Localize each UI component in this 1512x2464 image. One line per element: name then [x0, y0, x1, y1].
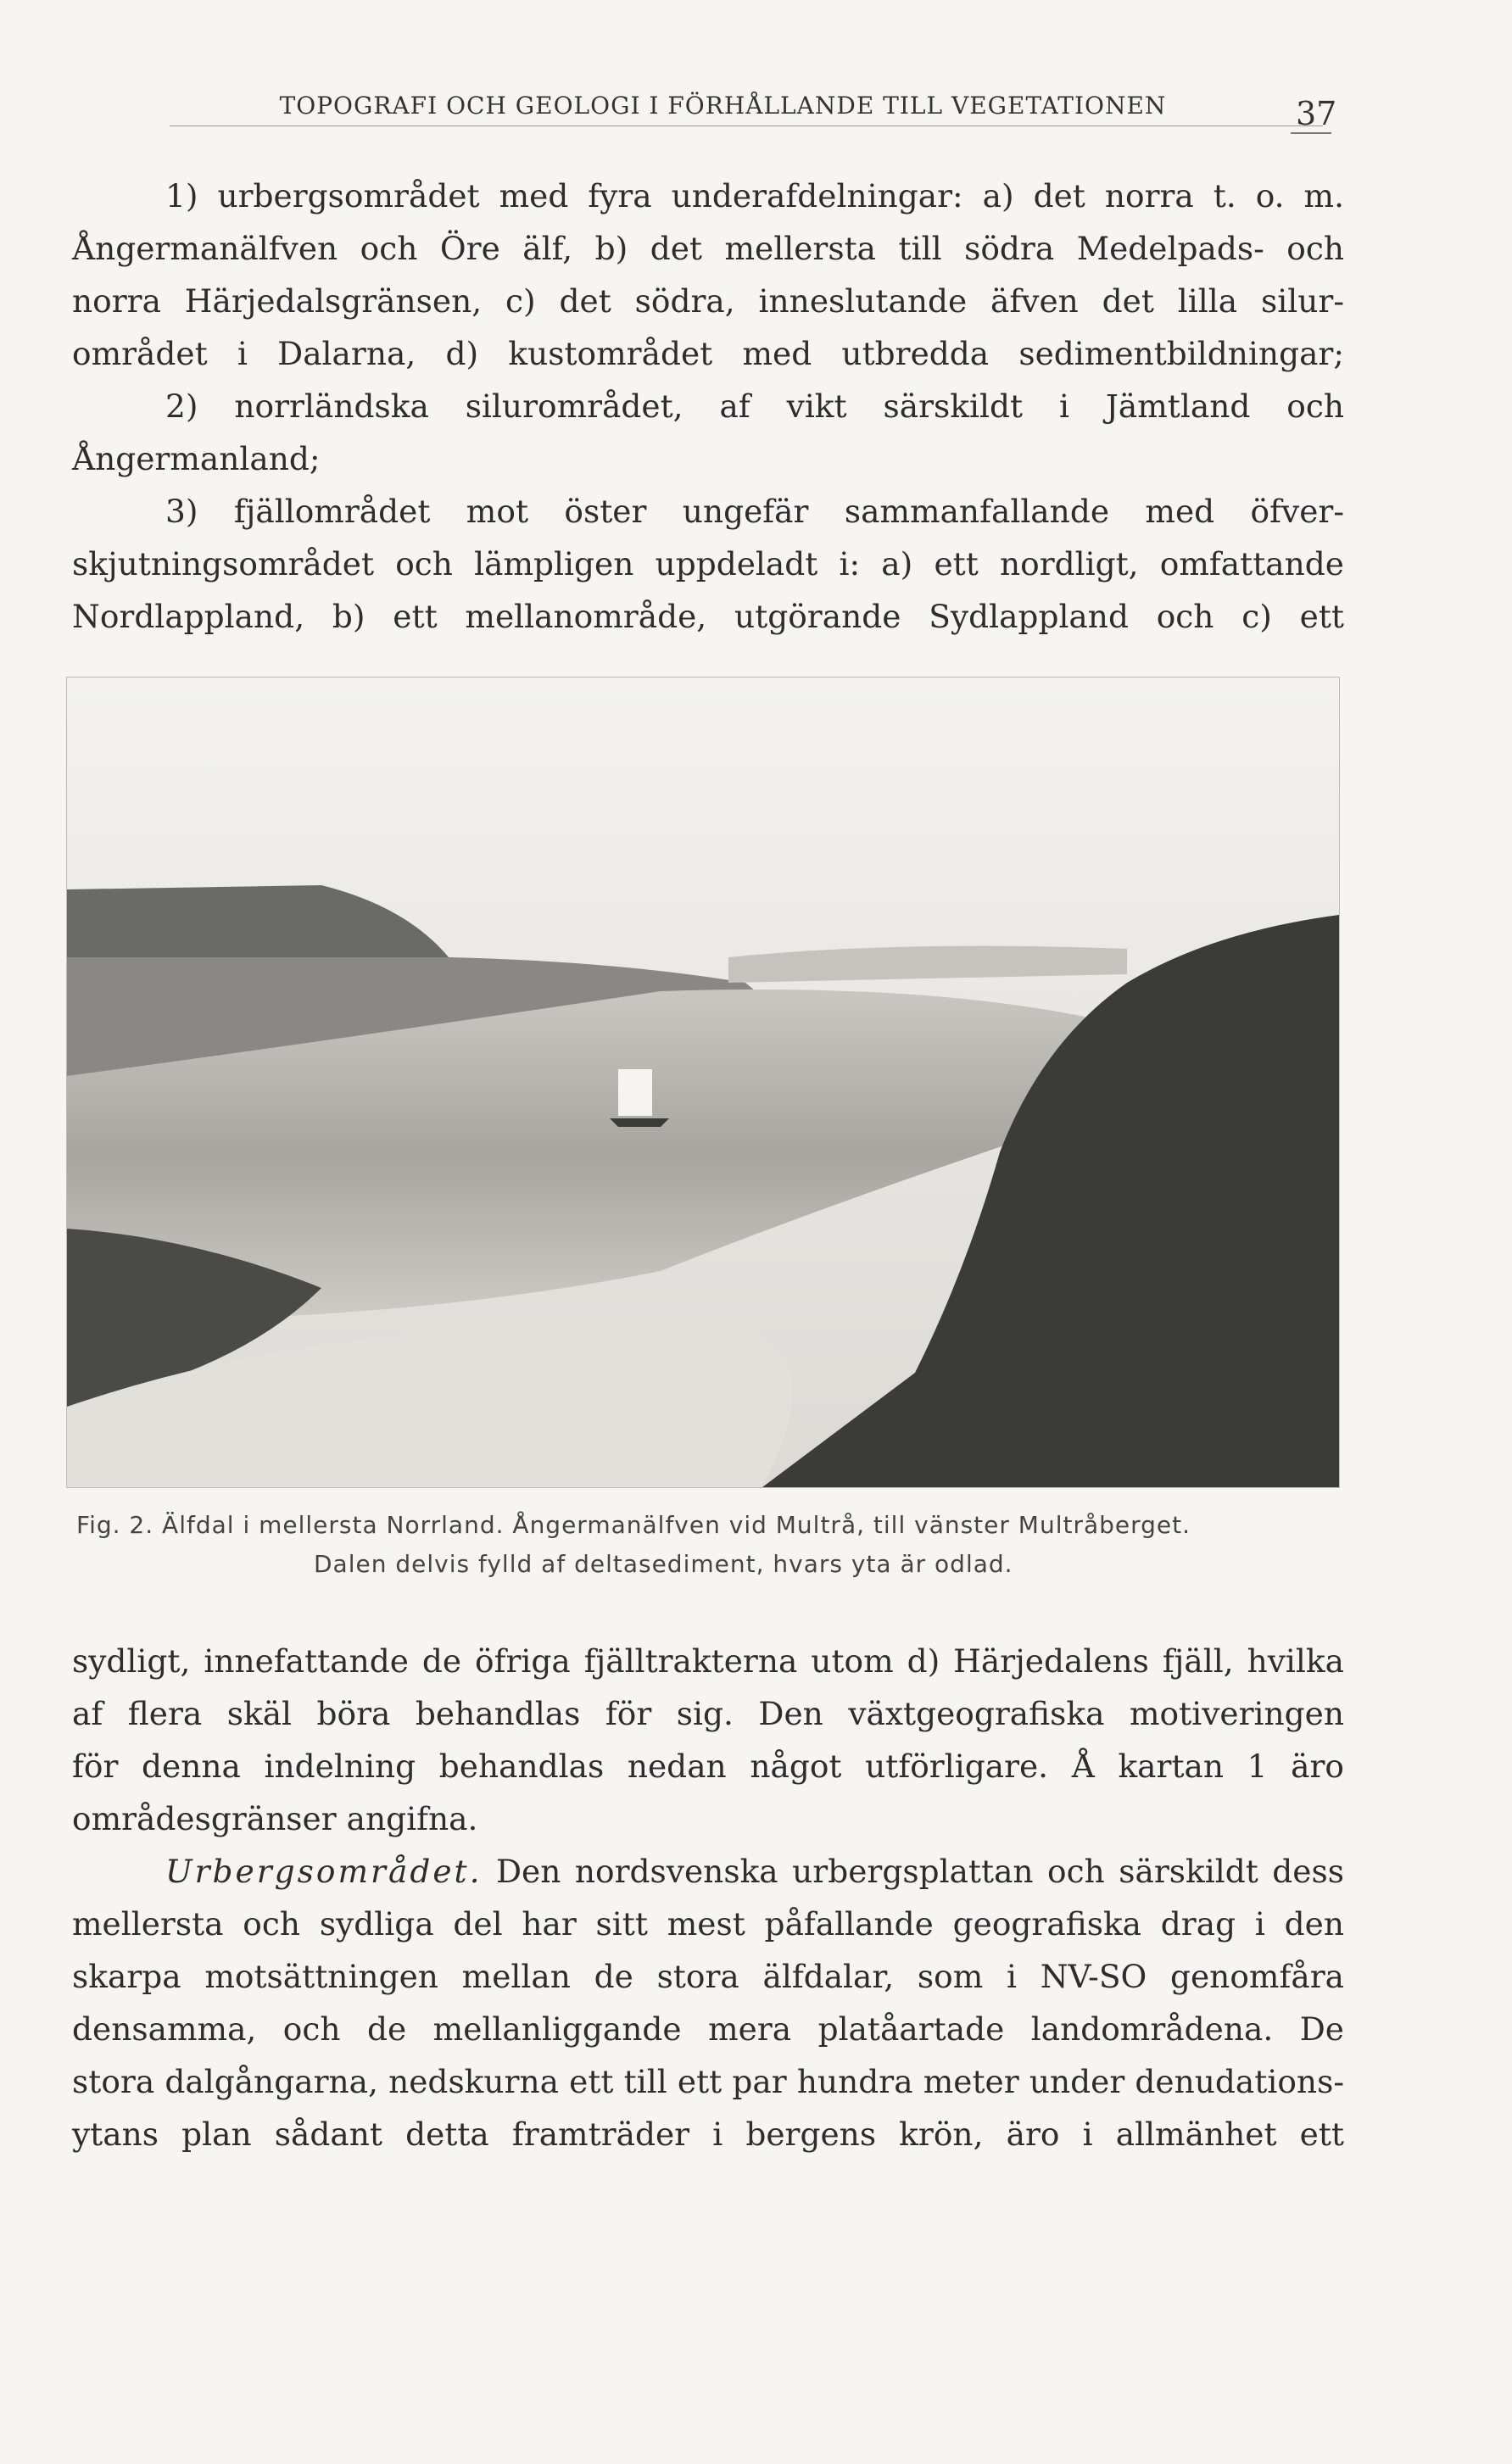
text-line: 1) urbergsområdet med fyra underafdelningar: a) det norra t. o. m. — [165, 177, 1344, 215]
running-header: TOPOGRAFI OCH GEOLOGI I FÖRHÅLLANDE TILL VEGETATIONEN — [279, 92, 1167, 120]
figure-caption — [76, 1506, 1348, 1584]
text-line: 2) norrländska silurområdet, af vikt särskildt i Jämtland och — [165, 387, 1344, 425]
header-rule — [170, 125, 1323, 126]
bottom-text-block — [72, 1635, 1344, 2160]
figure-photograph — [66, 677, 1340, 1488]
top-text-block — [72, 170, 1344, 643]
text-line: Ångermanälfven och Öre älf, b) det mellersta till södra Medelpads- och — [72, 230, 1344, 267]
text-line: 3) fjällområdet mot öster ungefär sammanfallande med öfver- — [165, 493, 1344, 530]
text-line: sydligt, innefattande de öfriga fjälltrakterna utom d) Härjedalens fjäll, hvilka — [72, 1642, 1344, 1680]
text-fragment: Den nordsvenska urbergsplattan och särskildt dess — [482, 1853, 1344, 1890]
text-line: skarpa motsättningen mellan de stora älfdalar, som i NV-SO genomfåra — [72, 1958, 1344, 1995]
text-line: Ångermanland; — [72, 440, 321, 477]
page-number: 37 — [1296, 95, 1337, 132]
page-number-underline — [1291, 132, 1331, 134]
text-line: stora dalgångarna, nedskurna ett till ett par hundra meter under denudations- — [72, 2063, 1344, 2100]
text-line: Nordlappland, b) ett mellanområde, utgörande Sydlappland och c) ett — [72, 598, 1344, 635]
section-heading: Urbergsområdet. — [165, 1853, 483, 1890]
text-line: af flera skäl böra behandlas för sig. Den växtgeografiska motiveringen — [72, 1695, 1344, 1732]
text-line: densamma, och de mellanliggande mera platåartade landområdena. De — [72, 2010, 1344, 2048]
caption-line: Dalen delvis fylld af deltasediment, hvars yta är odlad. — [314, 1550, 1013, 1578]
text-line: området i Dalarna, d) kustområdet med utbredda sedimentbildningar; — [72, 335, 1344, 372]
river-valley-photo — [67, 677, 1339, 1487]
caption-line: Fig. 2. Älfdal i mellersta Norrland. Ångermanälfven vid Multrå, till vänster Multråberget. — [76, 1511, 1191, 1539]
text-line: mellersta och sydliga del har sitt mest påfallande geografiska drag i den — [72, 1905, 1344, 1943]
text-line: för denna indelning behandlas nedan något utförligare. Å kartan 1 äro — [72, 1748, 1344, 1785]
text-line: skjutningsområdet och lämpligen uppdeladt i: a) ett nordligt, omfattande — [72, 545, 1344, 583]
text-line: norra Härjedalsgränsen, c) det södra, inneslutande äfven det lilla silur- — [72, 282, 1344, 320]
text-line — [72, 1845, 1344, 1898]
text-line: ytans plan sådant detta framträder i bergens krön, äro i allmänhet ett — [72, 2116, 1344, 2153]
text-line: områdesgränser angifna. — [72, 1800, 478, 1837]
